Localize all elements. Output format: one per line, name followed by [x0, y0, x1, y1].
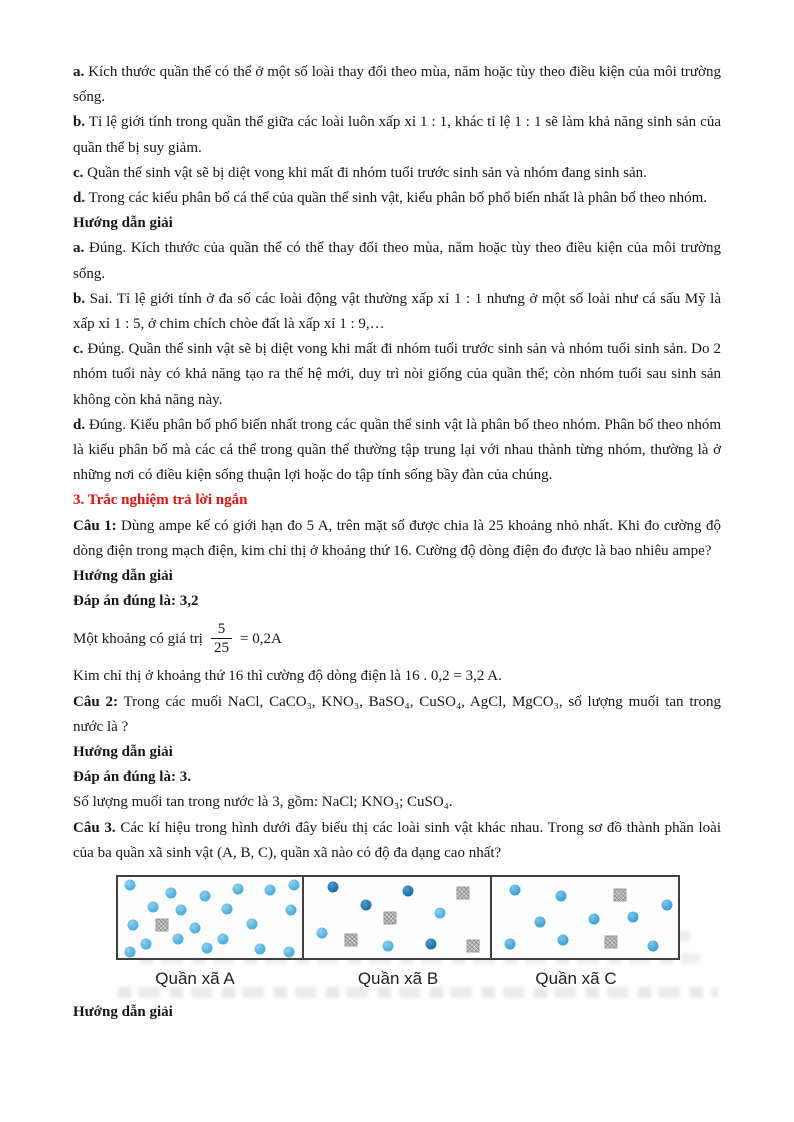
species-dot — [255, 944, 266, 955]
solution-a-label: a. — [73, 240, 85, 257]
species-dot — [286, 905, 297, 916]
solution-heading-q3: Hướng dẫn giải — [73, 1004, 173, 1021]
section-3-heading: 3. Trắc nghiệm trả lời ngắn — [73, 492, 248, 509]
species-square — [384, 912, 397, 925]
question-3-text: Các kí hiệu trong hình dưới đây biểu thị các loài sinh vật khác nhau. Trong sơ đồ thành phần loài của ba quần xã sinh vật (A, B, C), quần xã nào có độ đa dạng cao nhất? — [73, 819, 721, 861]
species-dot — [265, 885, 276, 896]
species-dot — [328, 882, 339, 893]
statement-b-label: b. — [73, 114, 86, 131]
statement-b — [73, 110, 721, 160]
species-dot — [383, 941, 394, 952]
species-dot — [558, 935, 569, 946]
solution-d-label: d. — [73, 416, 86, 433]
species-dot — [125, 880, 136, 891]
question-1 — [73, 514, 721, 564]
solution-b-label: b. — [73, 290, 86, 307]
species-dot — [173, 934, 184, 945]
question-2-text: Trong các muối NaCl, CaCO₃, KNO₃, BaSO₄, CuSO₄, AgCl, MgCO₃, số lượng muối tan trong nước là ? — [73, 693, 722, 735]
fraction-numerator: 5 — [217, 621, 226, 638]
statement-d-label: d. — [73, 190, 86, 207]
species-square — [605, 936, 618, 949]
species-dot — [648, 941, 659, 952]
solution-d-text: Đúng. Kiểu phân bố phổ biến nhất trong các quần thể sinh vật là phân bố theo nhóm. Phân bố theo nhóm là kiểu phân bố mà các cá thể trong quần thể thường tập trung lại với nhau thành từng nhóm, thường là ở những nơi có điều kiện sống thuận lợi hoặc do tập tính sống bầy đàn của chúng. — [73, 416, 721, 484]
species-dot — [218, 934, 229, 945]
species-dot — [128, 920, 139, 931]
species-dot — [510, 885, 521, 896]
q1-work-suffix: = 0,2A — [239, 630, 282, 647]
solution-heading-q1: Hướng dẫn giải — [73, 568, 173, 585]
species-square — [156, 919, 169, 932]
statement-a — [73, 60, 721, 110]
species-dot — [289, 880, 300, 891]
q1-calculation — [73, 614, 721, 664]
solution-a-text: Đúng. Kích thước của quần thể có thể thay đổi theo mùa, năm hoặc tùy theo điều kiện của môi trường sống. — [73, 240, 721, 282]
community-panel-A — [116, 875, 304, 960]
statement-d-text: Trong các kiểu phân bố cá thể của quần thể sinh vật, kiểu phân bố phổ biến nhất là phân bố theo nhóm. — [85, 190, 708, 207]
solution-c-text: Đúng. Quần thể sinh vật sẽ bị diệt vong khi mất đi nhóm tuổi trước sinh sản và nhóm tuổi sinh sản. Do 2 nhóm tuổi này có khả năng tạo ra thế hệ mới, duy trì nòi giống của quần thể; còn nhóm tuổi sau sinh sản không còn khả năng này. — [73, 341, 721, 408]
q3-figure — [116, 875, 682, 991]
species-square — [457, 887, 470, 900]
solution-a — [73, 236, 721, 286]
q1-work-prefix: Một khoảng có giá trị — [73, 630, 203, 647]
solution-d — [73, 413, 721, 489]
species-dot — [125, 947, 136, 958]
community-panel-C — [490, 875, 680, 960]
solution-heading-q2: Hướng dẫn giải — [73, 744, 173, 761]
solution-b — [73, 287, 721, 337]
species-dot — [166, 888, 177, 899]
question-3 — [73, 816, 721, 866]
species-dot — [200, 891, 211, 902]
q2-answer: Đáp án đúng là: 3. — [73, 769, 191, 786]
statement-b-text: Tỉ lệ giới tính trong quần thể giữa các loài luôn xấp xỉ 1 : 1, khác tỉ lệ 1 : 1 sẽ làm khả năng sinh sản của quần thể bị suy giảm. — [73, 114, 721, 156]
species-dot — [284, 947, 295, 958]
species-square — [345, 934, 358, 947]
species-square — [467, 940, 480, 953]
species-dot — [361, 900, 372, 911]
statement-c — [73, 161, 721, 186]
species-dot — [535, 917, 546, 928]
species-square — [614, 889, 627, 902]
solution-heading-1: Hướng dẫn giải — [73, 215, 173, 232]
species-dot — [222, 904, 233, 915]
species-dot — [202, 943, 213, 954]
species-dot — [556, 891, 567, 902]
statement-d — [73, 186, 721, 211]
community-label-C: Quần xã C — [535, 969, 617, 989]
solution-b-text: Sai. Tỉ lệ giới tính ở đa số các loài động vật thường xấp xỉ 1 : 1 nhưng ở một số loài như cá sấu Mỹ là xấp xỉ 1 : 5, ở chim chích chòe đất là xấp xỉ 1 : 9,… — [73, 290, 721, 333]
species-dot — [628, 912, 639, 923]
solution-c-label: c. — [73, 341, 84, 358]
species-dot — [190, 923, 201, 934]
species-dot — [403, 886, 414, 897]
species-dot — [233, 884, 244, 895]
species-dot — [435, 908, 446, 919]
statement-c-label: c. — [73, 164, 84, 181]
species-dot — [505, 939, 516, 950]
community-panels — [116, 875, 682, 960]
statement-c-text: Quần thể sinh vật sẽ bị diệt vong khi mất đi nhóm tuổi trước sinh sản và nhóm đang sinh sản. — [83, 164, 647, 181]
fraction-denominator: 25 — [211, 638, 232, 657]
fraction — [211, 621, 232, 658]
question-2 — [73, 690, 721, 740]
q2-explanation: Số lượng muối tan trong nước là 3, gồm: NaCl; KNO₃; CuSO₄. — [73, 794, 453, 811]
statement-a-label: a. — [73, 64, 85, 80]
species-dot — [426, 939, 437, 950]
question-1-label: Câu 1: — [73, 517, 117, 534]
community-panel-B — [302, 875, 492, 960]
species-dot — [141, 939, 152, 950]
statement-a-text: Kích thước quần thể có thể ở một số loài thay đổi theo mùa, năm hoặc tùy theo điều kiện của môi trường sống. — [73, 64, 721, 106]
community-label-A: Quần xã A — [155, 969, 235, 989]
species-dot — [247, 919, 258, 930]
solution-c — [73, 337, 721, 413]
q1-explanation: Kim chỉ thị ở khoảng thứ 16 thì cường độ dòng điện là 16 . 0,2 = 3,2 A. — [73, 668, 502, 685]
species-dot — [589, 914, 600, 925]
community-labels — [116, 967, 682, 991]
q1-answer: Đáp án đúng là: 3,2 — [73, 593, 199, 610]
species-dot — [317, 928, 328, 939]
community-label-B: Quần xã B — [357, 969, 439, 989]
question-3-label: Câu 3. — [73, 819, 116, 836]
species-dot — [662, 900, 673, 911]
species-dot — [176, 905, 187, 916]
species-dot — [148, 902, 159, 913]
question-2-label: Câu 2: — [73, 693, 118, 710]
question-1-text: Dùng ampe kế có giới hạn đo 5 A, trên mặt số được chia là 25 khoảng nhỏ nhất. Khi đo cường độ dòng điện trong mạch điện, kim chỉ thị ở khoảng thứ 16. Cường độ dòng điện đo được là bao nhiêu ampe? — [73, 517, 721, 559]
